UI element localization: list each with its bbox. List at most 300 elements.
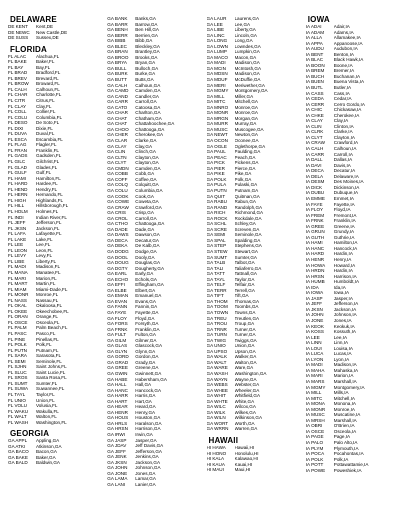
county-name: Kalawao,HI <box>234 456 258 462</box>
county-name: Jefferson,FL <box>36 220 62 226</box>
county-name: Upson,GA <box>234 348 256 354</box>
county-code: IA JONE <box>305 317 324 323</box>
county-code: GA BENH <box>107 27 128 33</box>
county-code: FL TAYL <box>8 392 26 397</box>
county-name: Miami-Dade,FL <box>36 286 68 292</box>
county-name: Columbia,GA <box>135 187 163 193</box>
county-name: Richmond,GA <box>234 210 264 216</box>
county-code: GA DOOL <box>107 254 128 260</box>
county-code: IA MITC <box>305 395 323 401</box>
county-name: Pierce,GA <box>234 165 256 171</box>
county-code: GA SEMI <box>206 232 226 238</box>
county-code: IA PLYM <box>305 445 324 451</box>
county-code: GA CHAT <box>107 121 128 127</box>
county-name: Gilmer,GA <box>135 337 157 343</box>
county-code: GA LINC <box>206 32 225 38</box>
county-code: IA POTT <box>305 462 324 468</box>
county-code: FL HERN <box>8 192 28 198</box>
county-name: Echols,GA <box>135 276 157 282</box>
county-code: IA CERR <box>305 101 325 107</box>
county-name: Lumpkin,GA <box>234 49 260 55</box>
county-code: GA MACO <box>206 54 228 60</box>
county-name: Honolulu,HI <box>234 450 259 456</box>
county-name: Telfair,GA <box>234 282 255 288</box>
county-code: FL SROS <box>8 375 28 381</box>
county-name: Jackson,FL <box>36 225 60 231</box>
county-code: FL CITR <box>8 98 26 104</box>
county-name: Jackson,GA <box>135 459 161 465</box>
county-name: Sumter,FL <box>36 380 58 386</box>
county-code: GA SPAL <box>206 237 226 243</box>
county-name: Greene,IA <box>333 223 355 229</box>
county-name: Clarke,IA <box>333 129 353 135</box>
county-name: Citrus,FL <box>36 98 55 104</box>
county-code: GA WILN <box>206 415 226 421</box>
county-name: Columbia,FL <box>36 114 63 120</box>
county-code: GA PIER <box>206 165 225 171</box>
county-name: Webster,GA <box>234 382 260 388</box>
county-name: Monroe,IA <box>333 406 355 412</box>
county-code: GA JDAV <box>107 443 127 449</box>
county-code: IA CRAW <box>305 140 325 146</box>
county-name: Sussex,DE <box>36 35 59 41</box>
county-code: GA HEAR <box>107 404 128 410</box>
county-code: GA MADI <box>206 60 226 66</box>
county-code: IA CHKE <box>305 112 324 118</box>
county-name: Randolph,GA <box>234 204 263 210</box>
county-name: Colquitt,GA <box>135 182 159 188</box>
county-name: Grady,GA <box>135 359 156 365</box>
county-name: Fayette,IA <box>333 201 355 207</box>
county-name: Ida,IA <box>333 284 346 290</box>
county-name: Bibb,GA <box>135 38 153 44</box>
county-name: Chattooga,GA <box>135 221 165 227</box>
county-code: GA GRAD <box>107 359 129 365</box>
county-name: Crawford,IA <box>333 140 359 146</box>
county-name: Kent,DE <box>36 24 54 29</box>
county-name: Floyd,IA <box>333 207 351 213</box>
county-code: FL JEFF <box>8 220 26 226</box>
county-name: Broward,FL <box>36 81 60 87</box>
county-name: Rabun,GA <box>234 199 256 205</box>
county-name: Towns,GA <box>234 309 256 315</box>
county-code: IA DICK <box>305 184 323 190</box>
county-code: IA HOWA <box>305 262 326 268</box>
county-name: Elbert,GA <box>135 287 156 293</box>
county-code: IA HAMI <box>305 240 323 246</box>
county-code: GA MONR <box>206 110 229 116</box>
listing-column <box>207 16 303 524</box>
county-name: Clay,FL <box>36 103 52 109</box>
county-name: Linn,IA <box>333 340 349 346</box>
county-name: Dade,GA <box>135 226 155 232</box>
county-code: GA MRGN <box>206 115 229 121</box>
county-name: Washington,FL <box>36 419 67 425</box>
county-code: IA POLK <box>305 456 324 462</box>
county-name: Baker,FL <box>36 59 55 65</box>
county-code: DE NEWC <box>8 29 30 35</box>
county-code: GA WALK <box>206 354 228 360</box>
county-code: GA WALT <box>206 359 227 365</box>
county-name: Pottawattamie,IA <box>333 462 369 468</box>
county-name: Seminole,FL <box>36 358 62 364</box>
county-code: GA CATO <box>107 104 128 110</box>
county-name: Hawaii,HI <box>234 445 255 451</box>
county-name: Hall,GA <box>135 382 152 388</box>
county-name: Gadsden,FL <box>36 153 62 159</box>
county-code: GA EARL <box>107 271 127 277</box>
listing-column <box>306 16 402 524</box>
county-code: GA FAYE <box>107 309 127 315</box>
county-code: GA WAYN <box>206 376 228 382</box>
county-code: GA MILL <box>206 93 225 99</box>
county-name: Lee,GA <box>234 21 251 27</box>
county-code: GA TATT <box>206 271 225 277</box>
county-code: GA CRAW <box>107 204 129 210</box>
county-name: Calhoun,GA <box>135 82 161 88</box>
county-code: GA CHAT <box>107 115 128 121</box>
county-code: IA FAYE <box>305 201 323 207</box>
county-name: Hernando,FL <box>36 192 63 198</box>
county-name: Bulloch,GA <box>135 65 159 71</box>
county-name: Maui,HI <box>234 467 251 473</box>
county-name: Calhoun,FL <box>36 86 60 92</box>
county-code: HI HAWA <box>206 445 226 451</box>
county-name: De Kalb,GA <box>135 243 160 249</box>
county-code: IA BOON <box>305 62 325 68</box>
county-name: Rockdale,GA <box>234 215 262 221</box>
county-code: HI MAUI <box>206 467 224 473</box>
county-code: IA HARD <box>305 251 325 257</box>
county-name: Taylor,GA <box>234 276 255 282</box>
county-name: Dodge,GA <box>135 248 157 254</box>
county-code: GA GORD <box>107 354 129 360</box>
county-name: Dallas,IA <box>333 157 353 163</box>
county-code: DE KENT <box>8 24 28 29</box>
county-code: IA IOWA <box>305 290 324 296</box>
county-name: Cook,GA <box>135 193 154 199</box>
county-code: FL CALH <box>8 86 27 92</box>
county-name: Monroe,GA <box>234 110 258 116</box>
county-name: Clayton,IA <box>333 134 355 140</box>
county-entry <box>306 468 402 474</box>
state-heading: IOWA <box>307 16 330 24</box>
county-code: IA CLRK <box>305 129 324 135</box>
county-code: FL WALT <box>8 414 27 420</box>
county-name: Taliaferro,GA <box>234 265 262 271</box>
county-code: GA MERI <box>206 82 226 88</box>
county-code: IA DALL <box>305 157 323 163</box>
county-name: Fulton,GA <box>135 332 156 338</box>
county-code: GA WASH <box>206 371 228 376</box>
county-code: FL SEMI <box>8 358 26 364</box>
county-name: Boone,IA <box>333 62 353 68</box>
county-name: Carroll,GA <box>135 215 157 221</box>
county-code: GA WILK <box>206 409 226 415</box>
county-code: FL VOLU <box>8 403 27 409</box>
county-code: IA MADI <box>305 362 323 368</box>
county-code: FL LEE <box>8 242 24 248</box>
county-code: GA DAWS <box>107 232 129 238</box>
county-name: New Castle,DE <box>36 29 68 35</box>
county-code: IA KOSS <box>305 329 324 335</box>
county-name: Taylor,FL <box>36 392 55 397</box>
county-name: Nassau,FL <box>36 297 59 303</box>
county-code: GA TROU <box>206 321 228 327</box>
county-code: HI HONO <box>206 450 227 456</box>
county-name: Walton,FL <box>36 414 57 420</box>
county-name: Madison,IA <box>333 362 357 368</box>
county-code: FL DESO <box>8 120 28 126</box>
county-name: Pasco,FL <box>36 330 56 336</box>
county-name: Appanoose,IA <box>333 40 363 46</box>
county-code: FL BAY <box>8 64 24 70</box>
county-name: Leon,FL <box>36 247 53 253</box>
county-name: Suwannee,FL <box>36 386 65 392</box>
county-code: GA TALB <box>206 260 226 266</box>
county-name: Irwin,GA <box>135 432 153 438</box>
county-code: IA LEE <box>305 334 320 340</box>
county-name: Louisa,IA <box>333 345 353 351</box>
county-code: IA POWE <box>305 467 326 473</box>
county-name: Muscatine,IA <box>333 412 361 418</box>
county-name: Lanier,GA <box>135 481 156 487</box>
county-code: IA HUMB <box>305 279 325 285</box>
county-code: FL PINE <box>8 336 26 342</box>
county-code: GA FULT <box>107 332 127 338</box>
county-code: IA ALLA <box>305 35 323 41</box>
county-name: Fannin,GA <box>135 304 158 310</box>
county-entry <box>8 420 104 426</box>
county-code: FL ALAC <box>8 53 27 59</box>
county-name: Chattooga,GA <box>135 126 165 132</box>
county-code: IA OSCE <box>305 428 325 434</box>
county-name: Audubon,IA <box>333 46 358 52</box>
county-code: IA MONA <box>305 401 325 407</box>
county-code: GA DODG <box>107 248 129 254</box>
county-name: Pocahontas,IA <box>333 451 364 457</box>
county-code: GA BURK <box>107 71 128 77</box>
county-code: FL UNIO <box>8 397 26 403</box>
county-entry <box>8 460 104 466</box>
county-code: GA GWIN <box>107 371 128 376</box>
county-name: Candler,GA <box>135 93 159 99</box>
county-code: GA PULA <box>206 182 227 188</box>
county-name: Escambia,FL <box>36 136 63 142</box>
county-name: Gilchrist,FL <box>36 159 60 165</box>
county-name: Hardin,IA <box>333 268 353 274</box>
county-code: FL MONR <box>8 292 29 298</box>
county-name: Union,GA <box>234 343 255 349</box>
county-name: Johnson,IA <box>333 312 357 318</box>
county-name: Pike,GA <box>234 171 252 177</box>
county-name: Lafayette,FL <box>36 231 62 237</box>
county-name: Highlands,FL <box>36 197 64 203</box>
county-name: Jasper,GA <box>135 437 157 443</box>
county-code: GA TALI <box>206 265 224 271</box>
county-name: Plymouth,IA <box>333 445 359 451</box>
county-name: Delaware,IA <box>333 173 359 179</box>
county-name: Buena Vista,IA <box>333 79 365 85</box>
county-code: GA GLYN <box>107 348 128 354</box>
county-name: White,GA <box>234 398 255 404</box>
county-code: GA TIFT <box>206 293 224 299</box>
county-code: GA CARR <box>107 99 128 105</box>
county-name: Poweshiek,IA <box>333 467 362 473</box>
listing-column <box>107 16 203 524</box>
county-name: Monroe,GA <box>234 104 258 110</box>
county-code: GA WARE <box>206 365 228 371</box>
county-name: Lee,IA <box>333 334 348 340</box>
county-name: Troup,GA <box>234 321 255 327</box>
county-code: IA BUTL <box>305 85 323 91</box>
county-code: GA WRRN <box>206 426 229 432</box>
county-code: GA WORT <box>206 420 229 426</box>
county-name: Camden,GA <box>135 165 161 171</box>
county-name: Alachua,FL <box>36 53 60 59</box>
county-name: Cherokee,IA <box>333 112 360 118</box>
county-name: Marshall,IA <box>333 417 357 423</box>
county-name: Bryan,GA <box>135 60 156 66</box>
county-code: GA JONE <box>107 470 128 476</box>
county-name: Turner,GA <box>234 332 256 338</box>
county-name: Pickens,GA <box>234 160 259 166</box>
county-name: Charlotte,FL <box>36 92 62 98</box>
county-name: Burke,GA <box>135 71 156 77</box>
county-name: Keokuk,IA <box>333 323 355 329</box>
county-name: Haralson,GA <box>135 420 162 426</box>
county-name: Mitchell,IA <box>333 395 355 401</box>
county-name: Warren,GA <box>234 426 258 432</box>
county-code: IA MILL <box>305 390 322 396</box>
county-name: Clarke,GA <box>135 138 157 144</box>
county-name: Madison,GA <box>234 71 260 77</box>
county-name: Franklin,IA <box>333 218 356 224</box>
county-code: GA FRNK <box>107 326 128 332</box>
county-code: GA BACO <box>8 449 29 455</box>
county-code: GA MNRO <box>206 104 229 110</box>
county-code: IA MARS <box>305 379 325 384</box>
county-name: Wilkinson,GA <box>234 415 263 421</box>
county-name: Cobb,GA <box>135 171 155 177</box>
county-code: GA EMAN <box>107 293 129 299</box>
county-code: GA CHER <box>107 132 128 138</box>
county-code: IA HRDN <box>305 268 325 274</box>
county-code: FL LAKE <box>8 236 27 242</box>
county-entry <box>207 467 303 473</box>
county-name: Indian River,FL <box>36 214 67 220</box>
county-name: Wilkes,GA <box>234 409 256 415</box>
county-code: IA CASS <box>305 90 324 96</box>
county-code: FL OKAL <box>8 303 27 309</box>
county-name: Mahaska,IA <box>333 367 359 373</box>
county-code: GA ELBE <box>107 287 127 293</box>
county-code: GA HRLS <box>107 420 128 426</box>
county-code: GA STEP <box>206 243 227 249</box>
county-name: Toombs,GA <box>234 304 259 310</box>
county-name: Lyon,IA <box>333 356 350 362</box>
county-code: GA CHOO <box>107 126 129 132</box>
county-code: IA DECA <box>305 168 324 174</box>
county-code: IA LOUI <box>305 345 322 351</box>
county-name: Long,GA <box>234 38 253 44</box>
county-code: GA ATKI <box>8 443 26 449</box>
county-code: FL SARA <box>8 353 27 359</box>
county-code: FL LEON <box>8 247 27 253</box>
county-name: Stewart,GA <box>234 248 258 254</box>
county-code: IA LYON <box>305 356 324 362</box>
county-code: GA CALH <box>107 82 128 88</box>
county-code: IA FLOY <box>305 207 324 213</box>
county-name: Screven,GA <box>234 226 260 232</box>
county-name: Manatee,FL <box>36 269 61 275</box>
county-name: Decatur,IA <box>333 168 356 174</box>
county-name: Okaloosa,FL <box>36 303 63 309</box>
county-name: Habersham,GA <box>135 376 167 382</box>
county-code: GA LAMA <box>107 476 128 482</box>
county-code: GA RAND <box>206 204 228 210</box>
county-name: Hart,GA <box>135 398 152 404</box>
county-code: GA THOM <box>206 298 228 304</box>
county-name: Clayton,GA <box>135 154 159 160</box>
county-name: Kossuth,IA <box>333 329 356 335</box>
county-code: IA JOHN <box>305 312 324 318</box>
county-code: GA MCIN <box>206 65 226 71</box>
county-name: Baker,GA <box>36 454 56 460</box>
county-entry <box>107 482 203 488</box>
county-name: Harris,GA <box>135 393 156 399</box>
county-name: Crawford,GA <box>135 204 162 210</box>
county-code: GA FLOY <box>107 315 127 321</box>
county-code: FL CHAR <box>8 92 28 98</box>
county-code: FL FRAN <box>8 147 27 153</box>
county-name: Morgan,GA <box>234 115 258 121</box>
county-code: GA BROO <box>107 54 129 60</box>
county-code: GA SCRE <box>206 226 227 232</box>
county-name: Hancock,GA <box>135 387 162 393</box>
county-name: Jasper,IA <box>333 295 353 301</box>
county-code: IA OBRI <box>305 423 323 429</box>
county-name: Coweta,GA <box>135 199 159 205</box>
county-code: IA DAVI <box>305 162 322 168</box>
county-code: GA LOWN <box>206 43 228 49</box>
county-code: IA JASP <box>305 295 323 301</box>
county-code: GA COOK <box>107 193 129 199</box>
county-code: GA CHAR <box>107 110 128 116</box>
county-name: Paulding,GA <box>234 149 261 155</box>
county-code: GA DOUG <box>107 260 129 266</box>
county-code: FL OSCE <box>8 319 28 325</box>
county-code: IA CARR <box>305 151 325 157</box>
county-name: Dickinson,IA <box>333 184 360 190</box>
county-name: Clay,IA <box>333 118 349 124</box>
county-name: Hancock,IA <box>333 245 358 251</box>
county-code: GA WHEE <box>206 387 228 393</box>
county-code: GA PIKE <box>206 171 225 177</box>
county-name: Polk,FL <box>36 342 52 348</box>
county-name: Gwinnett,GA <box>135 371 162 376</box>
county-code: FL OKEE <box>8 308 28 314</box>
county-name: Chatham,GA <box>135 115 162 121</box>
county-name: Hamilton,FL <box>36 175 61 181</box>
county-name: Carroll,IA <box>333 151 353 157</box>
county-code: GA TERR <box>206 287 227 293</box>
county-code: GA LONG <box>206 38 228 44</box>
county-name: Ware,GA <box>234 365 254 371</box>
county-name: Cerro Gordo,IA <box>333 101 365 107</box>
county-name: Heard,GA <box>135 404 156 410</box>
county-code: FL BREV <box>8 75 27 81</box>
